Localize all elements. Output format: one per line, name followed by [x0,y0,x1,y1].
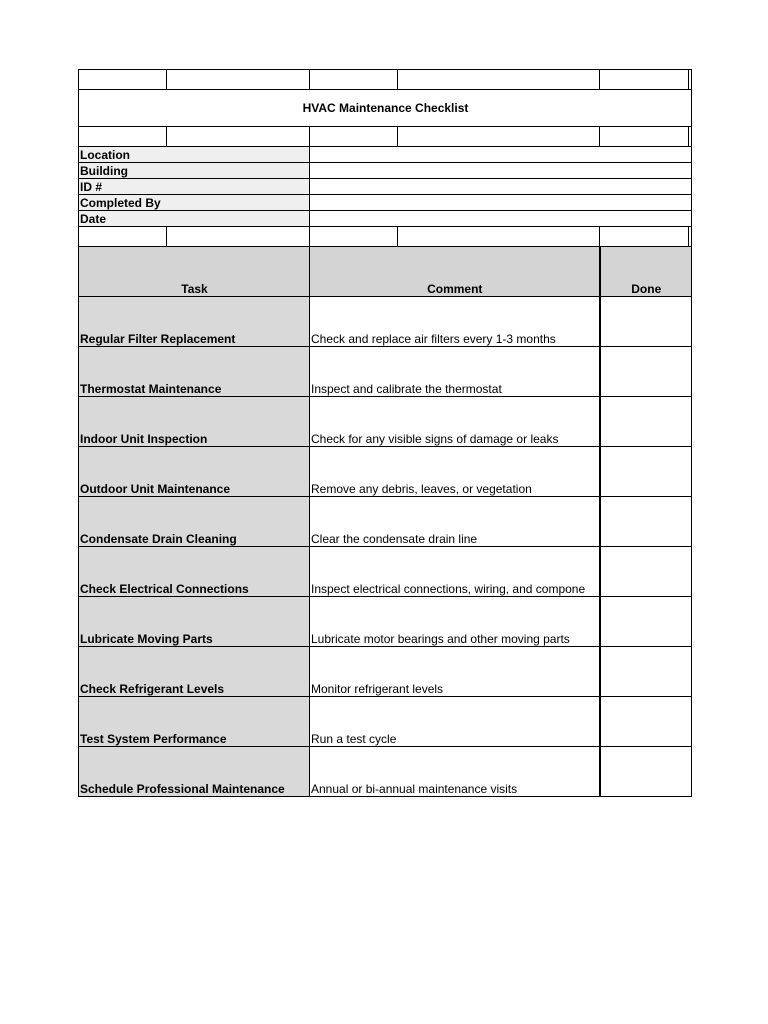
done-checkbox-cell[interactable] [600,597,692,647]
info-label: Building [79,163,310,179]
empty-cell[interactable] [600,70,689,90]
comment-cell: Run a test cycle [310,697,600,747]
empty-cell[interactable] [79,70,167,90]
table-row [79,297,692,347]
empty-cell[interactable] [79,227,167,247]
done-checkbox-cell[interactable] [600,297,692,347]
spacer-row-after-info [79,227,692,247]
task-column-header: Task [79,247,310,297]
info-row-id [79,179,692,195]
info-label: Date [79,211,310,227]
comment-cell: Remove any debris, leaves, or vegetation [310,447,600,497]
table-row [79,447,692,497]
task-cell: Regular Filter Replacement [79,297,310,347]
table-row [79,497,692,547]
table-row [79,697,692,747]
empty-cell[interactable] [167,127,310,147]
location-field[interactable] [310,147,692,163]
empty-cell[interactable] [689,227,692,247]
info-label: ID # [79,179,310,195]
done-checkbox-cell[interactable] [600,697,692,747]
empty-cell[interactable] [79,127,167,147]
info-label: Completed By [79,195,310,211]
building-field[interactable] [310,163,692,179]
checklist-sheet [78,69,692,797]
done-column-header: Done [600,247,692,297]
comment-cell: Lubricate motor bearings and other moving parts [310,597,600,647]
comment-column-header: Comment [310,247,600,297]
comment-cell: Check for any visible signs of damage or leaks [310,397,600,447]
empty-cell[interactable] [167,70,310,90]
title-row [79,90,692,127]
table-row [79,747,692,797]
info-row-completed-by [79,195,692,211]
task-cell: Thermostat Maintenance [79,347,310,397]
done-checkbox-cell[interactable] [600,547,692,597]
done-checkbox-cell[interactable] [600,347,692,397]
table-row [79,397,692,447]
task-cell: Outdoor Unit Maintenance [79,447,310,497]
empty-cell[interactable] [689,127,692,147]
comment-cell: Inspect and calibrate the thermostat [310,347,600,397]
spacer-row-top [79,70,692,90]
empty-cell[interactable] [310,227,398,247]
table-row [79,547,692,597]
done-checkbox-cell[interactable] [600,497,692,547]
empty-cell[interactable] [167,227,310,247]
comment-cell: Inspect electrical connections, wiring, and compone [310,547,600,597]
comment-cell: Monitor refrigerant levels [310,647,600,697]
empty-cell[interactable] [398,227,600,247]
date-field[interactable] [310,211,692,227]
comment-cell: Clear the condensate drain line [310,497,600,547]
done-checkbox-cell[interactable] [600,397,692,447]
empty-cell[interactable] [398,127,600,147]
spacer-row-after-title [79,127,692,147]
task-cell: Check Refrigerant Levels [79,647,310,697]
empty-cell[interactable] [600,227,689,247]
info-row-building [79,163,692,179]
done-checkbox-cell[interactable] [600,647,692,697]
empty-cell[interactable] [398,70,600,90]
comment-cell: Check and replace air filters every 1-3 months [310,297,600,347]
task-cell: Condensate Drain Cleaning [79,497,310,547]
task-cell: Test System Performance [79,697,310,747]
done-checkbox-cell[interactable] [600,747,692,797]
task-cell: Check Electrical Connections [79,547,310,597]
task-cell: Lubricate Moving Parts [79,597,310,647]
info-label: Location [79,147,310,163]
info-row-location [79,147,692,163]
empty-cell[interactable] [600,127,689,147]
info-row-date [79,211,692,227]
task-cell: Schedule Professional Maintenance [79,747,310,797]
table-row [79,347,692,397]
empty-cell[interactable] [310,127,398,147]
table-row [79,647,692,697]
table-row [79,597,692,647]
page-title: HVAC Maintenance Checklist [79,90,692,127]
task-cell: Indoor Unit Inspection [79,397,310,447]
empty-cell[interactable] [310,70,398,90]
table-header-row [79,247,692,297]
id-field[interactable] [310,179,692,195]
empty-cell[interactable] [689,70,692,90]
comment-cell: Annual or bi-annual maintenance visits [310,747,600,797]
done-checkbox-cell[interactable] [600,447,692,497]
completed-by-field[interactable] [310,195,692,211]
